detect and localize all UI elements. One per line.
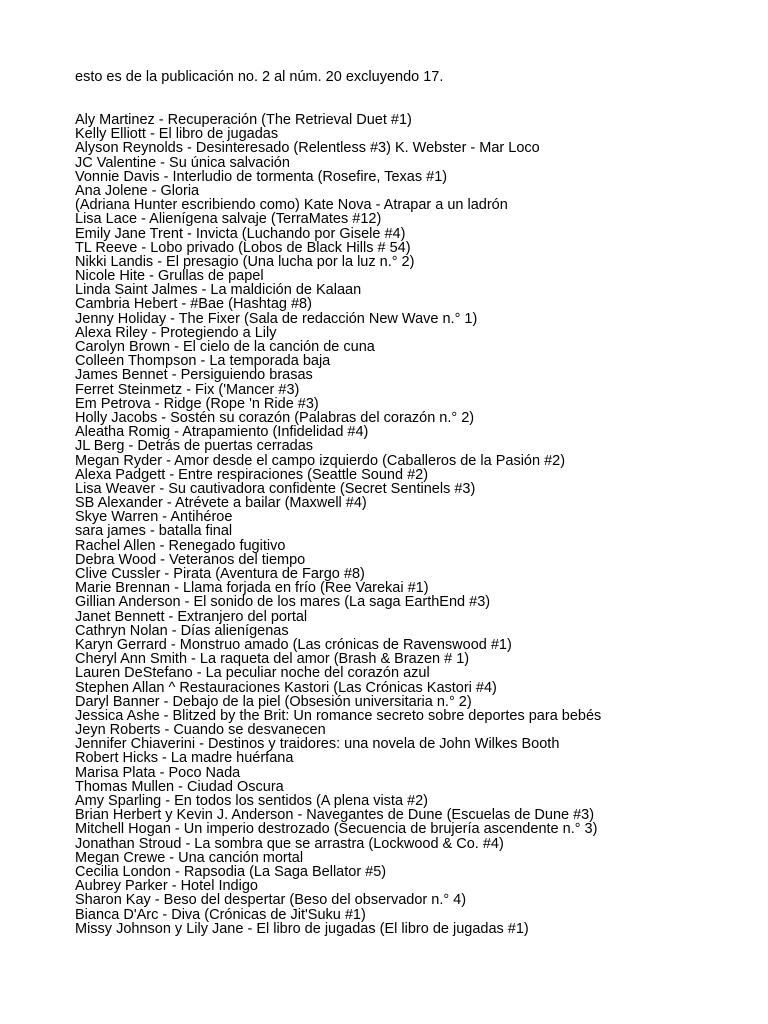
book-entry: SB Alexander - Atrévete a bailar (Maxwell #4) — [75, 495, 367, 512]
book-entry: Debra Wood - Veteranos del tiempo — [75, 551, 306, 568]
book-entry: Marie Brennan - Llama forjada en frío (Ree Varekai #1) — [75, 580, 429, 597]
book-entry: Janet Bennett - Extranjero del portal — [75, 608, 308, 625]
book-entry: Cheryl Ann Smith - La raqueta del amor (Brash & Brazen # 1) — [75, 651, 470, 668]
book-entry: Emily Jane Trent - Invicta (Luchando por Gisele #4) — [75, 225, 406, 242]
book-entry: Gillian Anderson - El sonido de los mares (La saga EarthEnd #3) — [75, 594, 491, 611]
book-entry: Aly Martinez - Recuperación (The Retrieval Duet #1) — [75, 112, 412, 128]
book-entry: Jenny Holiday - The Fixer (Sala de redacción New Wave n.° 1) — [75, 310, 478, 327]
book-entry: Linda Saint Jalmes - La maldición de Kalaan — [75, 282, 362, 299]
book-entry: Aubrey Parker - Hotel Indigo — [75, 878, 258, 895]
book-entry: Holly Jacobs - Sostén su corazón (Palabras del corazón n.° 2) — [75, 409, 475, 426]
book-entry: sara james - batalla final — [75, 523, 233, 540]
book-entry: Em Petrova - Ridge (Rope 'n Ride #3) — [75, 395, 319, 412]
book-entry: Missy Johnson y Lily Jane - El libro de jugadas (El libro de jugadas #1) — [75, 920, 529, 937]
book-entry: Stephen Allan ^ Restauraciones Kastori (Las Crónicas Kastori #4) — [75, 679, 497, 696]
intro-text: esto es de la publicación no. 2 al núm. 20 excluyendo 17. — [75, 69, 444, 85]
book-entry: Alyson Reynolds - Desinteresado (Relentless #3) K. Webster - Mar Loco — [75, 140, 540, 157]
book-entry: Daryl Banner - Debajo de la piel (Obsesión universitaria n.° 2) — [75, 693, 472, 710]
book-entry: Jeyn Roberts - Cuando se desvanecen — [75, 722, 326, 739]
book-entry: Bianca D'Arc - Diva (Crónicas de Jit'Suku #1) — [75, 906, 366, 923]
book-entry: Megan Ryder - Amor desde el campo izquierdo (Caballeros de la Pasión #2) — [75, 452, 566, 469]
book-entry: Cecilia London - Rapsodia (La Saga Bellator #5) — [75, 863, 387, 880]
book-entry: Alexa Padgett - Entre respiraciones (Seattle Sound #2) — [75, 466, 429, 483]
book-entry: Clive Cussler - Pirata (Aventura de Fargo #8) — [75, 566, 365, 582]
book-entry: Megan Crewe - Una canción mortal — [75, 849, 304, 866]
book-entry: Brian Herbert y Kevin J. Anderson - Navegantes de Dune (Escuelas de Dune #3) — [75, 807, 595, 824]
book-entry: Colleen Thompson - La temporada baja — [75, 353, 331, 370]
book-entry: JC Valentine - Su única salvación — [75, 154, 290, 171]
book-entry: (Adriana Hunter escribiendo como) Kate Nova - Atrapar a un ladrón — [75, 197, 508, 214]
book-entry: Robert Hicks - La madre huérfana — [75, 750, 294, 767]
book-entry: Jonathan Stroud - La sombra que se arrastra (Lockwood & Co. #4) — [75, 835, 504, 852]
book-entry: Jessica Ashe - Blitzed by the Brit: Un romance secreto sobre deportes para bebés — [75, 707, 602, 724]
book-entry: Marisa Plata - Poco Nada — [75, 764, 241, 781]
book-entry: Karyn Gerrard - Monstruo amado (Las crónicas de Ravenswood #1) — [75, 636, 512, 653]
book-entry: James Bennet - Persiguiendo brasas — [75, 367, 313, 384]
book-list — [75, 113, 601, 936]
book-entry: Rachel Allen - Renegado fugitivo — [75, 537, 286, 554]
book-entry: Aleatha Romig - Atrapamiento (Infidelidad #4) — [75, 424, 369, 441]
book-entry: Lisa Lace - Alienígena salvaje (TerraMates #12) — [75, 211, 382, 228]
book-entry: Lisa Weaver - Su cautivadora confidente (Secret Sentinels #3) — [75, 480, 476, 497]
book-entry: Sharon Kay - Beso del despertar (Beso del observador n.° 4) — [75, 892, 467, 909]
book-entry: Carolyn Brown - El cielo de la canción de cuna — [75, 339, 375, 355]
book-entry: Cambria Hebert - #Bae (Hashtag #8) — [75, 296, 312, 313]
book-entry: Alexa Riley - Protegiendo a Lily — [75, 324, 277, 341]
book-entry: Jennifer Chiaverini - Destinos y traidores: una novela de John Wilkes Booth — [75, 736, 560, 753]
book-entry: TL Reeve - Lobo privado (Lobos de Black Hills # 54) — [75, 239, 411, 256]
book-entry: Ana Jolene - Gloria — [75, 182, 200, 199]
book-entry: Nikki Landis - El presagio (Una lucha por la luz n.° 2) — [75, 253, 415, 270]
book-entry: Vonnie Davis - Interludio de tormenta (Rosefire, Texas #1) — [75, 168, 448, 185]
book-entry: Lauren DeStefano - La peculiar noche del corazón azul — [75, 665, 430, 682]
book-entry: Thomas Mullen - Ciudad Oscura — [75, 778, 284, 795]
book-entry: Kelly Elliott - El libro de jugadas — [75, 126, 279, 143]
book-entry: Mitchell Hogan - Un imperio destrozado (Secuencia de brujería ascendente n.° 3) — [75, 821, 598, 838]
book-entry: Skye Warren - Antihéroe — [75, 509, 233, 526]
book-entry: JL Berg - Detrás de puertas cerradas — [75, 438, 314, 455]
book-entry: Amy Sparling - En todos los sentidos (A plena vista #2) — [75, 793, 429, 809]
book-entry: Ferret Steinmetz - Fix ('Mancer #3) — [75, 381, 300, 398]
book-entry: Nicole Hite - Grullas de papel — [75, 268, 264, 285]
book-entry: Cathryn Nolan - Días alienígenas — [75, 622, 289, 639]
